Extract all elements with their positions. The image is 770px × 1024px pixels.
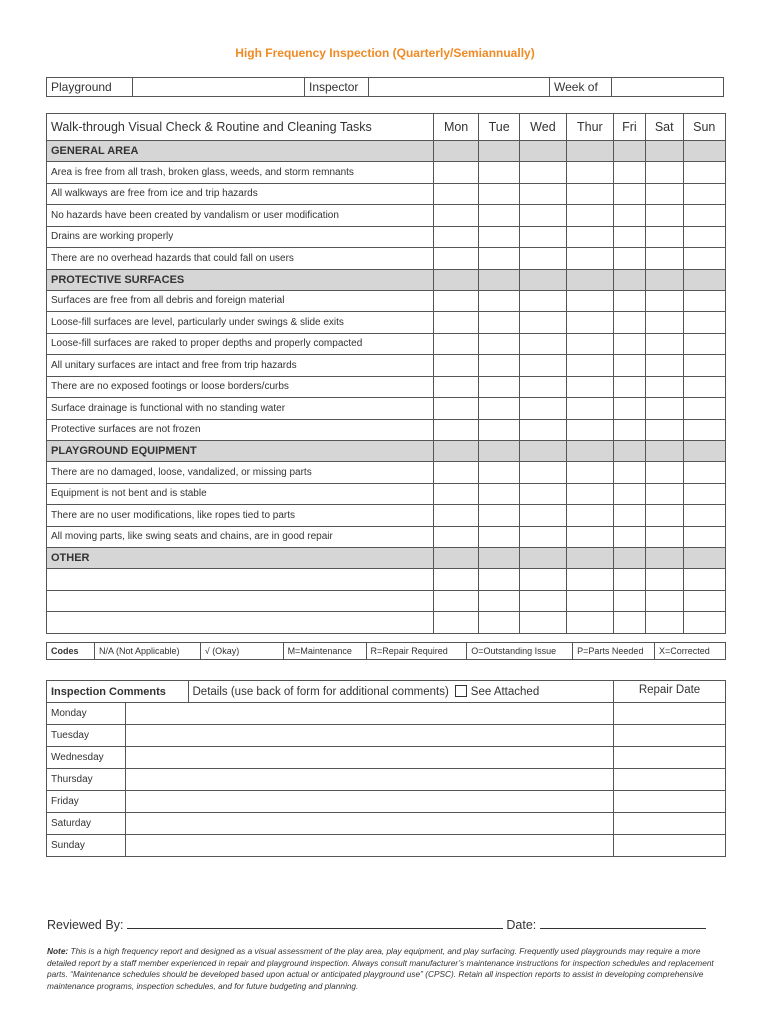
comment-row	[47, 725, 726, 747]
check-cell-sat[interactable]	[645, 183, 683, 205]
check-cell-fri[interactable]	[613, 483, 645, 505]
check-cell-sat[interactable]	[645, 569, 683, 591]
check-cell-tue[interactable]	[479, 483, 520, 505]
task-label: Loose-fill surfaces are level, particularly under swings & slide exits	[47, 312, 434, 334]
comment-details-field[interactable]	[126, 813, 614, 835]
comment-details-field[interactable]	[126, 703, 614, 725]
task-label: There are no user modifications, like ropes tied to parts	[47, 505, 434, 527]
comment-row	[47, 769, 726, 791]
task-row	[47, 248, 726, 270]
tasks-heading: Walk-through Visual Check & Routine and Cleaning Tasks	[47, 114, 434, 141]
check-cell-wed[interactable]	[520, 290, 567, 312]
section-cell	[479, 269, 520, 290]
section-cell	[566, 441, 613, 462]
check-cell-mon[interactable]	[434, 612, 479, 634]
task-row	[47, 355, 726, 377]
task-label[interactable]	[47, 612, 434, 634]
reviewed-by-label: Reviewed By:	[47, 918, 124, 932]
check-cell-tue[interactable]	[479, 398, 520, 420]
check-cell-mon[interactable]	[434, 248, 479, 270]
check-cell-mon[interactable]	[434, 290, 479, 312]
code-item: √ (Okay)	[200, 643, 283, 660]
week-of-field[interactable]	[612, 78, 724, 97]
day-header-tue: Tue	[479, 114, 520, 141]
section-cell	[434, 269, 479, 290]
repair-date-field[interactable]	[614, 769, 726, 791]
section-title: GENERAL AREA	[47, 141, 434, 162]
section-cell	[434, 548, 479, 569]
check-cell-fri[interactable]	[613, 462, 645, 484]
check-cell-sat[interactable]	[645, 376, 683, 398]
check-cell-sat[interactable]	[645, 505, 683, 527]
task-label: All unitary surfaces are intact and free from trip hazards	[47, 355, 434, 377]
check-cell-fri[interactable]	[613, 333, 645, 355]
tasks-table	[46, 113, 726, 634]
section-cell	[566, 141, 613, 162]
section-cell	[683, 548, 725, 569]
section-cell	[479, 548, 520, 569]
repair-date-field[interactable]	[614, 725, 726, 747]
comment-row	[47, 747, 726, 769]
section-cell	[434, 441, 479, 462]
section-cell	[479, 441, 520, 462]
task-label: Equipment is not bent and is stable	[47, 483, 434, 505]
task-row	[47, 226, 726, 248]
check-cell-tue[interactable]	[479, 612, 520, 634]
check-cell-mon[interactable]	[434, 419, 479, 441]
check-cell-tue[interactable]	[479, 183, 520, 205]
check-cell-thur[interactable]	[566, 312, 613, 334]
code-item: M=Maintenance	[283, 643, 366, 660]
check-cell-sat[interactable]	[645, 162, 683, 184]
comment-day: Wednesday	[47, 747, 126, 769]
task-row	[47, 290, 726, 312]
check-cell-mon[interactable]	[434, 462, 479, 484]
check-cell-wed[interactable]	[520, 248, 567, 270]
details-text: Details (use back of form for additional comments)	[192, 686, 449, 698]
day-header-thur: Thur	[566, 114, 613, 141]
task-label[interactable]	[47, 569, 434, 591]
section-cell	[566, 269, 613, 290]
comments-table	[46, 680, 726, 857]
form-title: High Frequency Inspection (Quarterly/Semiannually)	[235, 46, 535, 60]
task-row	[47, 398, 726, 420]
check-cell-sun[interactable]	[683, 419, 725, 441]
inspector-label: Inspector	[305, 78, 369, 97]
comment-day: Saturday	[47, 813, 126, 835]
review-line	[47, 918, 706, 932]
check-cell-tue[interactable]	[479, 376, 520, 398]
check-cell-thur[interactable]	[566, 483, 613, 505]
check-cell-sun[interactable]	[683, 376, 725, 398]
check-cell-fri[interactable]	[613, 612, 645, 634]
comment-details-field[interactable]	[126, 791, 614, 813]
task-row	[47, 205, 726, 227]
task-row	[47, 419, 726, 441]
task-row	[47, 162, 726, 184]
check-cell-mon[interactable]	[434, 162, 479, 184]
playground-field[interactable]	[133, 78, 305, 97]
check-cell-sun[interactable]	[683, 355, 725, 377]
check-cell-fri[interactable]	[613, 505, 645, 527]
check-cell-thur[interactable]	[566, 612, 613, 634]
comment-row	[47, 813, 726, 835]
task-label: Area is free from all trash, broken glass, weeds, and storm remnants	[47, 162, 434, 184]
check-cell-sun[interactable]	[683, 612, 725, 634]
comment-details-field[interactable]	[126, 769, 614, 791]
check-cell-tue[interactable]	[479, 569, 520, 591]
check-cell-wed[interactable]	[520, 569, 567, 591]
check-cell-sun[interactable]	[683, 505, 725, 527]
section-cell	[683, 141, 725, 162]
date-field[interactable]	[540, 918, 706, 929]
check-cell-sun[interactable]	[683, 162, 725, 184]
check-cell-sat[interactable]	[645, 205, 683, 227]
check-cell-mon[interactable]	[434, 355, 479, 377]
section-cell	[520, 548, 567, 569]
check-cell-mon[interactable]	[434, 205, 479, 227]
task-row	[47, 312, 726, 334]
task-label: All moving parts, like swing seats and chains, are in good repair	[47, 526, 434, 548]
comment-row	[47, 791, 726, 813]
check-cell-sat[interactable]	[645, 355, 683, 377]
check-cell-fri[interactable]	[613, 569, 645, 591]
footnote	[47, 946, 731, 992]
section-cell	[434, 141, 479, 162]
task-label: There are no overhead hazards that could fall on users	[47, 248, 434, 270]
check-cell-wed[interactable]	[520, 226, 567, 248]
comment-details-field[interactable]	[126, 747, 614, 769]
date-label: Date:	[506, 918, 537, 932]
check-cell-sat[interactable]	[645, 483, 683, 505]
check-cell-thur[interactable]	[566, 355, 613, 377]
check-cell-sat[interactable]	[645, 398, 683, 420]
comment-details-field[interactable]	[126, 835, 614, 857]
check-cell-fri[interactable]	[613, 248, 645, 270]
task-label[interactable]	[47, 590, 434, 612]
check-cell-fri[interactable]	[613, 183, 645, 205]
check-cell-mon[interactable]	[434, 376, 479, 398]
check-cell-thur[interactable]	[566, 376, 613, 398]
check-cell-mon[interactable]	[434, 312, 479, 334]
section-cell	[613, 141, 645, 162]
check-cell-sun[interactable]	[683, 248, 725, 270]
check-cell-mon[interactable]	[434, 505, 479, 527]
check-cell-tue[interactable]	[479, 290, 520, 312]
task-label: There are no damaged, loose, vandalized, or missing parts	[47, 462, 434, 484]
check-cell-wed[interactable]	[520, 355, 567, 377]
section-title: PROTECTIVE SURFACES	[47, 269, 434, 290]
check-cell-tue[interactable]	[479, 248, 520, 270]
check-cell-wed[interactable]	[520, 419, 567, 441]
repair-date-field[interactable]	[614, 791, 726, 813]
check-cell-tue[interactable]	[479, 505, 520, 527]
check-cell-sun[interactable]	[683, 590, 725, 612]
note-text: This is a high frequency report and designed as a visual assessment of the play area, play equipment, and play surfacing. Frequently used playgrounds may require a more detailed report by a staff member experienced in repair and playground inspection. Always consult manufacturer’s maintenance instructions for inspection schedules and replacement parts. “Maintenance schedules should be developed based upon actual or anticipated playground use” (CPSC). Retain all inspection reports to assist in developing comprehensive maintenance programs, inspection schedules, and for future budgeting and planning.	[47, 946, 714, 991]
check-cell-tue[interactable]	[479, 205, 520, 227]
check-cell-sat[interactable]	[645, 590, 683, 612]
see-attached-label: See Attached	[470, 686, 540, 698]
check-cell-thur[interactable]	[566, 419, 613, 441]
task-row	[47, 505, 726, 527]
comment-day: Tuesday	[47, 725, 126, 747]
day-header-sat: Sat	[645, 114, 683, 141]
week-of-label: Week of	[550, 78, 612, 97]
task-label: All walkways are free from ice and trip hazards	[47, 183, 434, 205]
check-cell-wed[interactable]	[520, 483, 567, 505]
section-cell	[683, 269, 725, 290]
code-item: X=Corrected	[655, 643, 726, 660]
check-cell-wed[interactable]	[520, 612, 567, 634]
header-fields	[46, 77, 724, 97]
section-cell	[645, 269, 683, 290]
check-cell-thur[interactable]	[566, 183, 613, 205]
check-cell-sun[interactable]	[683, 462, 725, 484]
repair-date-heading: Repair Date	[614, 681, 726, 703]
check-cell-tue[interactable]	[479, 312, 520, 334]
check-cell-thur[interactable]	[566, 590, 613, 612]
check-cell-thur[interactable]	[566, 333, 613, 355]
check-cell-sun[interactable]	[683, 312, 725, 334]
check-cell-thur[interactable]	[566, 462, 613, 484]
inspector-field[interactable]	[369, 78, 550, 97]
task-label: Loose-fill surfaces are raked to proper depths and properly compacted	[47, 333, 434, 355]
comments-header-cell	[47, 681, 614, 703]
check-cell-thur[interactable]	[566, 526, 613, 548]
see-attached-checkbox[interactable]	[455, 685, 467, 697]
check-cell-fri[interactable]	[613, 355, 645, 377]
day-header-mon: Mon	[434, 114, 479, 141]
codes-label: Codes	[47, 643, 95, 660]
task-row	[47, 590, 726, 612]
check-cell-tue[interactable]	[479, 355, 520, 377]
comment-row	[47, 703, 726, 725]
check-cell-tue[interactable]	[479, 333, 520, 355]
check-cell-sun[interactable]	[683, 569, 725, 591]
check-cell-sat[interactable]	[645, 226, 683, 248]
check-cell-sat[interactable]	[645, 462, 683, 484]
code-item: N/A (Not Applicable)	[94, 643, 200, 660]
section-cell	[613, 269, 645, 290]
check-cell-sun[interactable]	[683, 483, 725, 505]
check-cell-wed[interactable]	[520, 205, 567, 227]
comment-day: Sunday	[47, 835, 126, 857]
comment-day: Monday	[47, 703, 126, 725]
check-cell-mon[interactable]	[434, 526, 479, 548]
check-cell-thur[interactable]	[566, 290, 613, 312]
code-item: P=Parts Needed	[573, 643, 655, 660]
check-cell-wed[interactable]	[520, 376, 567, 398]
check-cell-fri[interactable]	[613, 398, 645, 420]
day-header-sun: Sun	[683, 114, 725, 141]
check-cell-tue[interactable]	[479, 462, 520, 484]
check-cell-sat[interactable]	[645, 526, 683, 548]
check-cell-thur[interactable]	[566, 248, 613, 270]
section-cell	[683, 441, 725, 462]
section-cell	[520, 141, 567, 162]
task-row	[47, 333, 726, 355]
check-cell-sat[interactable]	[645, 248, 683, 270]
check-cell-fri[interactable]	[613, 162, 645, 184]
codes-legend	[46, 642, 726, 660]
check-cell-fri[interactable]	[613, 290, 645, 312]
check-cell-mon[interactable]	[434, 569, 479, 591]
repair-date-field[interactable]	[614, 813, 726, 835]
task-label: No hazards have been created by vandalism or user modification	[47, 205, 434, 227]
section-title: PLAYGROUND EQUIPMENT	[47, 441, 434, 462]
check-cell-sun[interactable]	[683, 333, 725, 355]
check-cell-tue[interactable]	[479, 419, 520, 441]
check-cell-wed[interactable]	[520, 505, 567, 527]
check-cell-sun[interactable]	[683, 226, 725, 248]
check-cell-wed[interactable]	[520, 162, 567, 184]
check-cell-sun[interactable]	[683, 205, 725, 227]
check-cell-mon[interactable]	[434, 226, 479, 248]
code-item: R=Repair Required	[366, 643, 467, 660]
section-cell	[520, 269, 567, 290]
task-label: Drains are working properly	[47, 226, 434, 248]
check-cell-mon[interactable]	[434, 483, 479, 505]
check-cell-wed[interactable]	[520, 526, 567, 548]
task-row	[47, 569, 726, 591]
check-cell-tue[interactable]	[479, 226, 520, 248]
task-row	[47, 612, 726, 634]
comments-heading: Inspection Comments	[47, 681, 188, 702]
check-cell-mon[interactable]	[434, 398, 479, 420]
check-cell-thur[interactable]	[566, 398, 613, 420]
check-cell-fri[interactable]	[613, 419, 645, 441]
check-cell-mon[interactable]	[434, 333, 479, 355]
code-item: O=Outstanding Issue	[467, 643, 573, 660]
section-cell	[520, 441, 567, 462]
task-row	[47, 183, 726, 205]
check-cell-fri[interactable]	[613, 226, 645, 248]
task-row	[47, 483, 726, 505]
check-cell-thur[interactable]	[566, 162, 613, 184]
task-label: Surface drainage is functional with no standing water	[47, 398, 434, 420]
task-row	[47, 526, 726, 548]
check-cell-fri[interactable]	[613, 590, 645, 612]
check-cell-sat[interactable]	[645, 312, 683, 334]
section-cell	[613, 548, 645, 569]
repair-date-field[interactable]	[614, 703, 726, 725]
check-cell-fri[interactable]	[613, 376, 645, 398]
repair-date-field[interactable]	[614, 835, 726, 857]
check-cell-wed[interactable]	[520, 590, 567, 612]
section-cell	[645, 548, 683, 569]
comment-details-field[interactable]	[126, 725, 614, 747]
check-cell-tue[interactable]	[479, 590, 520, 612]
playground-label: Playground	[47, 78, 133, 97]
repair-date-field[interactable]	[614, 747, 726, 769]
check-cell-sat[interactable]	[645, 419, 683, 441]
section-cell	[645, 441, 683, 462]
section-cell	[613, 441, 645, 462]
check-cell-fri[interactable]	[613, 526, 645, 548]
details-cell	[188, 681, 613, 702]
check-cell-thur[interactable]	[566, 505, 613, 527]
check-cell-fri[interactable]	[613, 312, 645, 334]
check-cell-fri[interactable]	[613, 205, 645, 227]
task-row	[47, 462, 726, 484]
check-cell-sat[interactable]	[645, 612, 683, 634]
check-cell-wed[interactable]	[520, 398, 567, 420]
check-cell-wed[interactable]	[520, 183, 567, 205]
check-cell-wed[interactable]	[520, 312, 567, 334]
check-cell-sat[interactable]	[645, 290, 683, 312]
task-row	[47, 376, 726, 398]
check-cell-sat[interactable]	[645, 333, 683, 355]
section-cell	[645, 141, 683, 162]
task-label: Surfaces are free from all debris and foreign material	[47, 290, 434, 312]
check-cell-thur[interactable]	[566, 226, 613, 248]
task-label: There are no exposed footings or loose borders/curbs	[47, 376, 434, 398]
check-cell-sun[interactable]	[683, 526, 725, 548]
section-cell	[566, 548, 613, 569]
task-label: Protective surfaces are not frozen	[47, 419, 434, 441]
day-header-wed: Wed	[520, 114, 567, 141]
section-cell	[479, 141, 520, 162]
check-cell-thur[interactable]	[566, 205, 613, 227]
check-cell-sun[interactable]	[683, 398, 725, 420]
section-title: OTHER	[47, 548, 434, 569]
check-cell-mon[interactable]	[434, 183, 479, 205]
reviewed-by-field[interactable]	[127, 918, 503, 929]
check-cell-tue[interactable]	[479, 526, 520, 548]
check-cell-wed[interactable]	[520, 333, 567, 355]
check-cell-thur[interactable]	[566, 569, 613, 591]
check-cell-mon[interactable]	[434, 590, 479, 612]
check-cell-tue[interactable]	[479, 162, 520, 184]
check-cell-sun[interactable]	[683, 183, 725, 205]
day-header-fri: Fri	[613, 114, 645, 141]
check-cell-wed[interactable]	[520, 462, 567, 484]
check-cell-sun[interactable]	[683, 290, 725, 312]
comment-day: Friday	[47, 791, 126, 813]
comment-day: Thursday	[47, 769, 126, 791]
comment-row	[47, 835, 726, 857]
note-label: Note:	[47, 946, 69, 956]
